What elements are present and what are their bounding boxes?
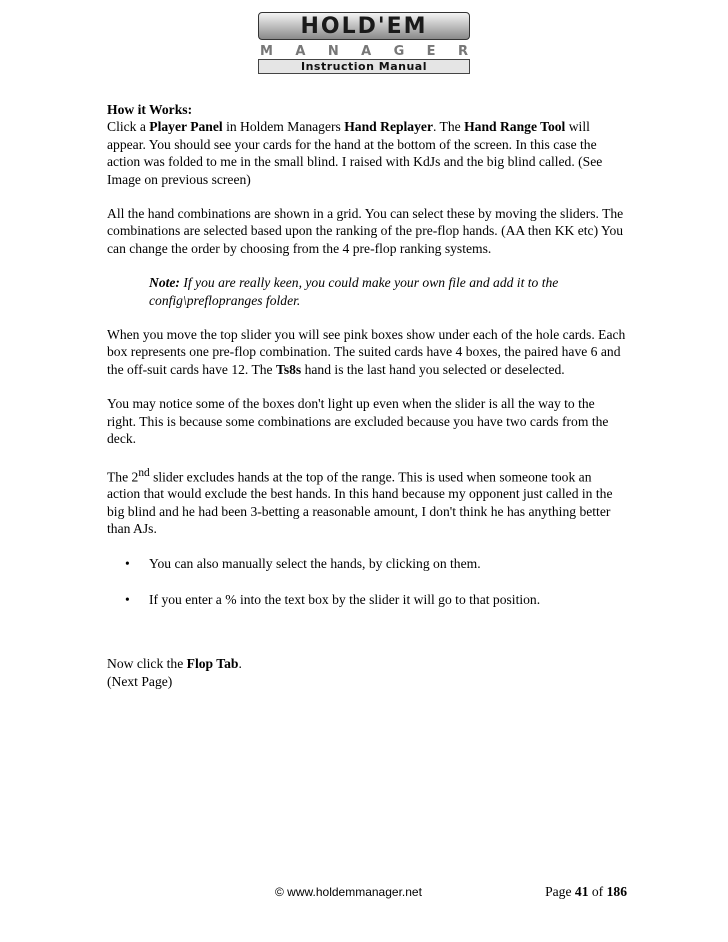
page-number: Page 41 of 186 — [545, 884, 627, 899]
term-hand-replayer: Hand Replayer — [344, 119, 433, 135]
footer-site: © www.holdemmanager.net — [275, 885, 422, 899]
next-page-note: (Next Page) — [107, 673, 173, 689]
logo-line1: HOLD'EM — [300, 13, 428, 39]
list-item: • If you enter a % into the text box by the slider it will go to that position. — [125, 592, 541, 608]
tips-list — [107, 555, 627, 609]
paragraph-excluded: You may notice some of the boxes don't light up even when the slider is all the way to the right. This is because some combinations are excluded because you have two cards from the deck. — [107, 396, 609, 447]
term-ts8s: Ts8s — [276, 361, 302, 377]
logo-letter: N — [327, 44, 339, 59]
paragraph-flop-tab: Now click the Flop Tab. (Next Page) — [107, 656, 242, 689]
list-item: • You can also manually select the hands, by clicking on them. — [125, 555, 481, 571]
logo-wordmark — [258, 12, 470, 40]
logo-letter: A — [361, 44, 372, 59]
page-body — [107, 101, 627, 707]
page-footer — [107, 884, 627, 902]
note-callout: Note: If you are really keen, you could make your own file and add it to the config\preflopranges folder. — [149, 275, 559, 308]
section-heading: How it Works: — [107, 102, 193, 117]
note-label: Note: — [149, 275, 180, 291]
term-hand-range-tool: Hand Range Tool — [464, 119, 566, 135]
term-player-panel: Player Panel — [149, 119, 223, 135]
logo-letter: G — [393, 44, 405, 59]
holdem-manager-logo — [258, 12, 470, 74]
logo-letter: M — [260, 44, 273, 59]
logo-letter: A — [295, 44, 306, 59]
logo-manager — [260, 44, 468, 58]
bullet-icon: • — [125, 592, 130, 608]
section-intro: How it Works: Click a Player Panel in Holdem Managers Hand Replayer. The Hand Range Tool will appear. You should see your cards for the hand at the bottom of the screen. In this case the action was folded to me in the small blind. I raised with KdJs and the big blind called. (See Image on previous screen) — [107, 101, 627, 188]
paragraph-second-slider: The 2nd slider excludes hands at the top of the range. This is used when someone took an action that would exclude the best hands. In this hand because my opponent just called in the big blind and he had been 3-betting a reasonable amount, I don't think he has anything better than AJs. — [107, 466, 613, 537]
paragraph-grid: All the hand combinations are shown in a grid. You can select these by moving the sliders. The combinations are selected based upon the ranking of the pre-flop hands. (AA then KK etc) You can change the order by choosing from the 4 pre-flop ranking systems. — [107, 206, 624, 256]
term-flop-tab: Flop Tab — [186, 656, 239, 672]
spacer — [107, 627, 627, 655]
paragraph-top-slider: When you move the top slider you will see pink boxes show under each of the hole cards. Each box represents one pre-flop combination. The suited cards have 4 boxes, the paired have 6 and the off-suit cards have 12. The Ts8s hand is the last hand you selected or deselected. — [107, 327, 626, 377]
logo-letter: E — [426, 44, 436, 59]
logo-subtitle: Instruction Manual — [258, 59, 470, 74]
logo-letter: R — [457, 44, 468, 59]
bullet-icon: • — [125, 555, 130, 571]
